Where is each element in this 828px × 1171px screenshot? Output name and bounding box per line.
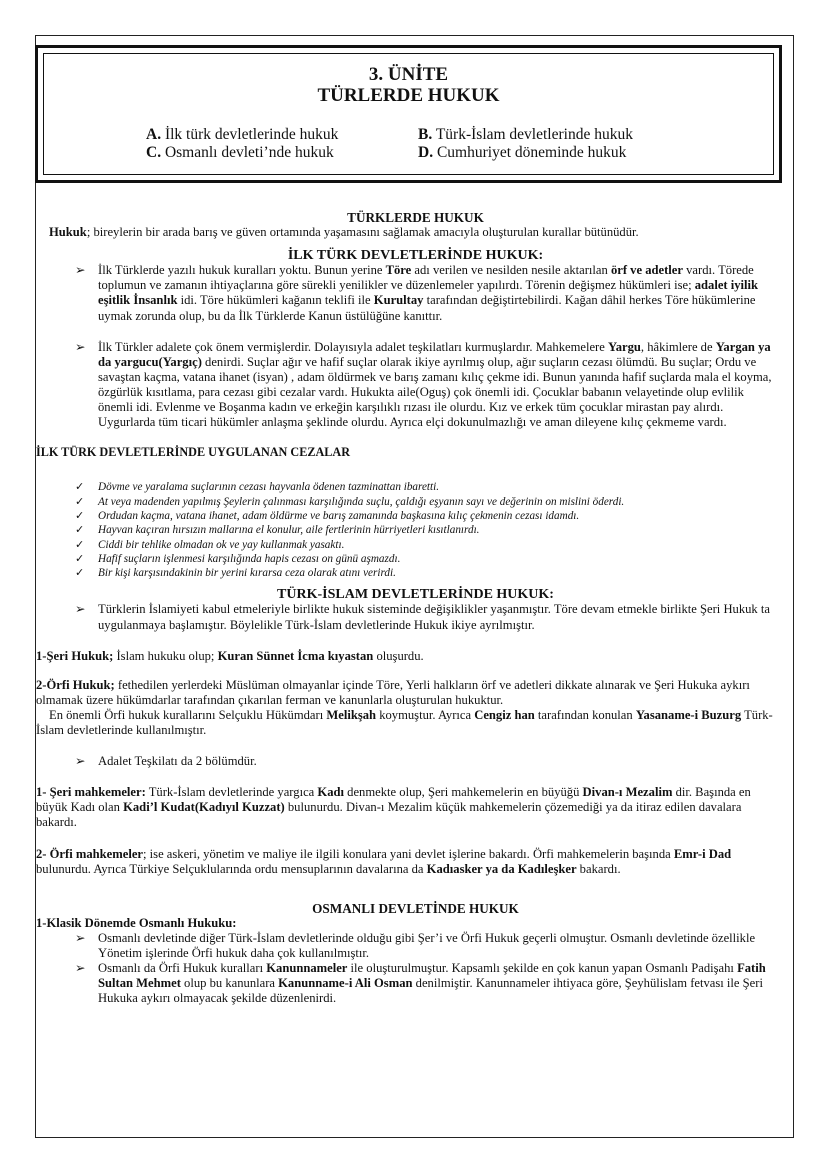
arrow-bullet-icon: ➢ (75, 961, 86, 976)
unit-header-box (35, 45, 782, 183)
section-title-ilk-turk: İLK TÜRK DEVLETLERİNDE HUKUK: (287, 248, 544, 264)
list-item: ➢ Adalet Teşkilatı da 2 bölümdür. (75, 754, 257, 769)
klasik-donem-subtitle: 1-Klasik Dönemde Osmanlı Hukuku: (36, 915, 237, 930)
list-item: ✓ Hafif suçların işlenmesi karşılığında hapis cezası on günü aşmazdı. (75, 552, 401, 565)
check-icon: ✓ (75, 495, 85, 508)
seri-mahkemeler-paragraph: 1- Şeri mahkemeler: Türk-İslam devletlerinde yargıca Kadı denmekte olup, Şeri mahkemelerin en büyüğü Divan-ı Mezalim dir. Başında en büyük Kadı olan Kadi’l Kudat(Kadıyıl Kuzzat) bulunurdu. Divan-ı Mezalim küçük mahkemelerin çözemediği ya da itiraz edilen davalara bakardı. (36, 785, 751, 830)
unit-header-inner-frame (43, 53, 774, 175)
hukuk-definition: Hukuk; bireylerin bir arada barış ve güven ortamında yaşamasını sağlamak amacıyla oluşturulan kurallar bütünüdür. (49, 225, 639, 240)
toc-item-d: D. Cumhuriyet döneminde hukuk (418, 144, 627, 161)
check-icon: ✓ (75, 538, 85, 551)
arrow-bullet-icon: ➢ (75, 754, 86, 769)
check-icon: ✓ (75, 481, 85, 494)
list-item: ➢ İlk Türklerde yazılı hukuk kuralları yoktu. Bunun yerine Töre adı verilen ve nesilden nesile aktarılan örf ve adetler vardı. Törede toplumun ve zamanın ihtiyaçlarına göre sürekli yenilikler ve düzenlemeler yapılırdı. Törenin değişmez hükümleri ise; adalet iyilik eşitlik İnsanlık idi. Töre hükümleri kağanın teklifi ile Kurultay tarafından değiştirtebilirdi. Kağan dâhil herkes Töre hükümlerine uymak zorunda olup, bu da İlk Türklerde Kanun üstülüğüne kanıttır. (75, 263, 759, 323)
toc-item-c: C. Osmanlı devleti’nde hukuk (146, 144, 334, 161)
list-item: ✓ Dövme ve yaralama suçlarının cezası hayvanla ödenen tazminattan ibaretti. (75, 481, 440, 494)
arrow-bullet-icon: ➢ (75, 602, 86, 617)
section-title-cezalar: İLK TÜRK DEVLETLERİNDE UYGULANAN CEZALAR (36, 445, 350, 460)
check-icon: ✓ (75, 552, 85, 565)
check-icon: ✓ (75, 567, 85, 580)
list-item: ➢ Osmanlı da Örfi Hukuk kuralları Kanunnameler ile oluşturulmuştur. Kapsamlı şekilde en çok kanun yapan Osmanlı Padişahı Fatih Sultan Mehmet olup bu kanunlara Kanunname-i Ali Osman denilmiştir. Kanunnameler ihtiyaca göre, Şeyhülislam fetvası ile Şeri Hukuka aykırı olmayacak şekilde düzenlenirdi. (75, 961, 766, 1006)
check-icon: ✓ (75, 509, 85, 522)
orfi-hukuk-paragraph: 2-Örfi Hukuk; fethedilen yerlerdeki Müslüman olmayanlar içinde Töre, Yerli halkların örf ve adetleri dikkate alınarak ve Şeri Hukuka aykırı olmamak üzere hükümdarlar tarafından çıkarılan ferman ve kanunlarla oluşturulan hukuktur. (36, 677, 750, 707)
penalty-list (49, 480, 782, 580)
check-icon: ✓ (75, 524, 85, 537)
melikshah-paragraph: En önemli Örfi hukuk kurallarını Selçuklu Hükümdarı Melikşah koymuştur. Ayrıca Cengiz han tarafından konulan Yasaname-i Buzurg Türk-İslam devletlerinde kullanılmıştır. (36, 707, 773, 738)
toc-item-a: A. İlk türk devletlerinde hukuk (146, 126, 339, 143)
arrow-bullet-icon: ➢ (75, 263, 86, 278)
section-title-osmanli: OSMANLI DEVLETİNDE HUKUK (312, 900, 519, 916)
document-body (36, 210, 782, 1006)
seri-hukuk-paragraph: 1-Şeri Hukuk; İslam hukuku olup; Kuran Sünnet İcma kıyastan oluşurdu. (36, 648, 424, 663)
section-title-turklerde-hukuk: TÜRKLERDE HUKUK (347, 210, 484, 225)
arrow-bullet-icon: ➢ (75, 339, 86, 354)
list-item: ➢ İlk Türkler adalete çok önem vermişlerdir. Dolayısıyla adalet teşkilatları kurmuşlardır. Mahkemelere Yargu, hâkimlere de Yargan ya da yargucu(Yargıç) denirdi. Suçlar ağır ve hafif suçlar olarak ikiye ayrılmış olup, ağır suçların cezası ölümdü. Bu suçlar; Ordu ve savaştan kaçma, vatana ihanet (isyan) , adam öldürmek ve barış zamanı kılıç çekme idi. Bunun yanında hafif suçlarda mala el koyma, özgürlük kısıtlama, para cezası gibi cezalar vardı. Hukukta aile(Oguş) çok önemli idi. Çocuklar babanın velayetinde olup evlilik önemli idi. Evlenme ve Boşanma kadın ve erkeğin karşılıklı rızası ile olurdu. Kız ve erkek tüm çocuklar mirastan pay alırdı. Uygurlarda tüm ticari hükümler anlaşma şeklinde olurdu. Ayrıca elçi dokunulmazlığı ve aman dileyene kılıç çekmeme vardı. (75, 339, 772, 430)
list-item: ➢ Osmanlı devletinde diğer Türk-İslam devletlerinde olduğu gibi Şer’i ve Örfi Hukuk geçerli olmuştur. Osmanlı devletinde özellikle Yönetim işlerinde Örfi hukuk daha çok kullanılmıştır. (75, 930, 756, 960)
section-title-turk-islam: TÜRK-İSLAM DEVLETLERİNDE HUKUK: (277, 587, 554, 603)
toc-item-b: B. Türk-İslam devletlerinde hukuk (418, 126, 633, 143)
list-item: ✓ Bir kişi karşısındakinin bir yerini kırarsa ceza olarak atını verirdi. (75, 567, 396, 580)
unit-number: 3. ÜNİTE (368, 64, 449, 85)
orfi-mahkemeler-paragraph: 2- Örfi mahkemeler; ise askeri, yönetim ve maliye ile ilgili konulara yani devlet işlerine bakardı. Örfi mahkemelerin başında Emr-i Dad bulunurdu. Ayrıca Türkiye Selçuklularında ordu mensuplarının davalarına da Kadıasker ya da Kadıleşker bakardı. (36, 846, 732, 876)
unit-title: TÜRLERDE HUKUK (317, 85, 500, 106)
list-item: ✓ Ciddi bir tehlike olmadan ok ve yay kullanmak yasaktı. (75, 538, 345, 551)
arrow-bullet-icon: ➢ (75, 930, 86, 945)
list-item: ✓ Hayvan kaçıran hırsızın mallarına el konulur, aile fertlerinin hürriyetleri kısıtlanırdı. (75, 524, 480, 537)
list-item: ➢ Türklerin İslamiyeti kabul etmeleriyle birlikte hukuk sisteminde değişiklikler yaşanmıştır. Töre devam etmekle birlikte Şeri Hukuk ta uygulanmaya başlamıştır. Böylelikle Türk-İslam devletlerinde Hukuk ikiye ayrılmıştır. (75, 602, 770, 632)
list-item: ✓ At veya madenden yapılmış Şeylerin çalınması karşılığında suçlu, çaldığı eşyanın sayı ve değerinin on mislini öderdi. (75, 495, 625, 508)
list-item: ✓ Ordudan kaçma, vatana ihanet, adam öldürme ve barış zamanında başkasına kılıç çekmenin cezası idamdı. (75, 509, 580, 522)
